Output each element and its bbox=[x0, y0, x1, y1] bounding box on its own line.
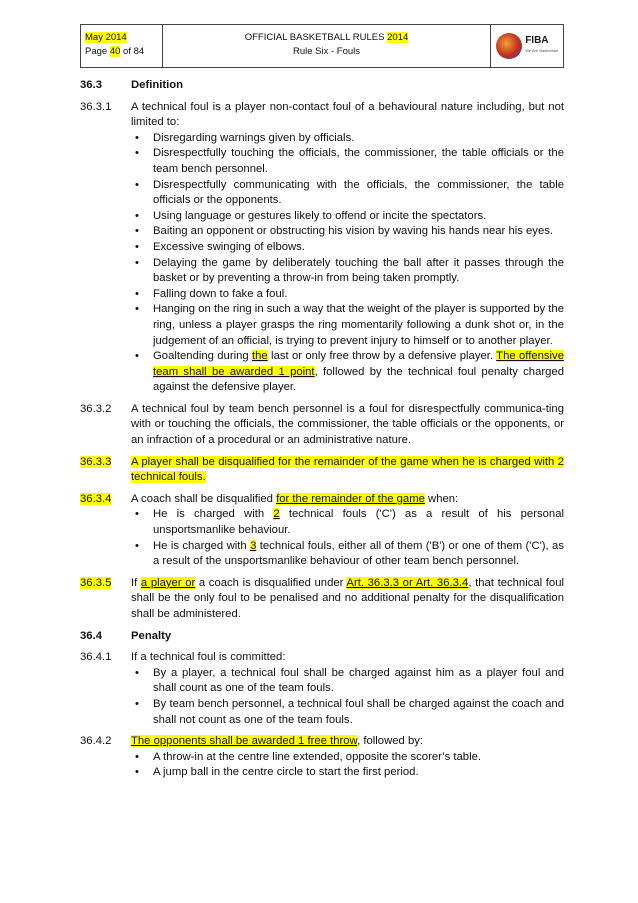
article-36-3-2: 36.3.2 A technical foul by team bench personnel is a foul for disrespectfully communica-ting with or touching the officials, the commissioner, the table officials or the opponents, or an infraction of a procedural or an administrative nature. bbox=[80, 402, 564, 447]
header-logo-cell bbox=[491, 25, 563, 67]
article-36-3-4: 36.3.4 A coach shall be disqualified for the remainder of the game when: • He is charged with 2 technical fouls ('C') as a result of his personal unsportsmanlike behaviour. • He is charged with 3 technical fouls, either all of them ('B') or one of them ('C'), as a result of the unsportsmanlike behaviour of other team bench personnel. bbox=[80, 492, 564, 570]
list-item: • A throw-in at the centre line extended, opposite the scorer’s table. bbox=[131, 750, 564, 766]
list-item: • Disrespectfully communicating with the officials, the commissioner, the table officials or the opponents. bbox=[131, 178, 564, 209]
header-title-cell bbox=[163, 25, 491, 67]
list-item: • Using language or gestures likely to offend or incite the spectators. bbox=[131, 209, 564, 225]
article-36-4-1: 36.4.1 If a technical foul is committed: • By a player, a technical foul shall be charged against him as a player foul and shall count as one of the team fouls. • By team bench personnel, a technical foul shall be charged against the coach and shall not count as one of the team fouls. bbox=[80, 650, 564, 728]
fiba-logo: FIBA We Are Basketball bbox=[496, 33, 558, 59]
basketball-icon bbox=[496, 33, 522, 59]
list-item: • By team bench personnel, a technical foul shall be charged against the coach and shall not count as one of the team fouls. bbox=[131, 697, 564, 728]
list-item: • Falling down to fake a foul. bbox=[131, 287, 564, 303]
section-heading: 36.3 Definition bbox=[80, 79, 184, 91]
list-item: • He is charged with 3 technical fouls, either all of them ('B') or one of them ('C'), as a result of the unsportsmanlike behaviour of other team bench personnel. bbox=[131, 539, 564, 570]
list-item: • Disrespectfully touching the officials, the commissioner, the table officials or the team bench personnel. bbox=[131, 146, 564, 177]
bullet-list bbox=[131, 131, 564, 396]
header-date: May 2014 bbox=[85, 32, 127, 43]
article-36-3-5: 36.3.5 If a player or a coach is disqualified under Art. 36.3.3 or Art. 36.3.4, that technical foul shall be the only foul to be penalised and no additional penalty for the disqualification shall be administered. bbox=[80, 576, 564, 620]
list-item: • Goaltending during the last or only free throw by a defensive player. The offensive team shall be awarded 1 point, followed by the technical foul penalty charged against the defensive player. bbox=[131, 349, 564, 396]
list-item: • Baiting an opponent or obstructing his vision by waving his hands near his eyes. bbox=[131, 224, 564, 240]
bullet-list bbox=[131, 750, 564, 781]
list-item: • By a player, a technical foul shall be charged against him as a player foul and shall count as one of the team fouls. bbox=[131, 666, 564, 697]
header-page: Page 40 of 84 bbox=[85, 46, 145, 57]
article-36-4-2: 36.4.2 The opponents shall be awarded 1 free throw, followed by: • A throw-in at the centre line extended, opposite the scorer’s table. • A jump ball in the centre circle to start the first period. bbox=[80, 734, 564, 781]
list-item: • Excessive swinging of elbows. bbox=[131, 240, 564, 256]
list-item: • He is charged with 2 technical fouls ('C') as a result of his personal unsportsmanlike behaviour. bbox=[131, 507, 564, 538]
article-36-3-1: 36.3.1 A technical foul is a player non-contact foul of a behavioural nature including, but not limited to: • Disregarding warnings given by officials. • Disrespectfully touching the officials, the commissioner, the table officials or the team bench personnel. • Disrespectfully communicating with the officials, the commissioner, the table officials or the opponents. • Using language or gestures likely to offend or incite the spectators. • Baiting an opponent or obstructing his vision by waving his hands near his eyes. • Excessive swinging of elbows. • Delaying the game by deliberately touching the ball after it passes through the basket or by preventing a throw-in from being taken promptly. • Falling down to fake a foul. • Hanging on the ring in such a way that the weight of the player is supported by the ring, unless a player grasps the ring momentarily following a dunk shot or, in the judgement of an official, is trying to prevent injury to himself or to another player. • Goaltending during the last or only free throw by a defensive player. The offensive team shall be awarded 1 point, followed by the technical foul penalty charged against the defensive player. bbox=[80, 100, 564, 396]
bullet-list bbox=[131, 666, 564, 728]
header-subtitle: Rule Six - Fouls bbox=[292, 46, 361, 57]
header-left-cell bbox=[81, 25, 163, 67]
page-header bbox=[80, 24, 564, 68]
list-item: • Hanging on the ring in such a way that the weight of the player is supported by the ring, unless a player grasps the ring momentarily following a dunk shot or, in the judgement of an official, is trying to prevent injury to himself or to another player. bbox=[131, 302, 564, 349]
list-item: • Delaying the game by deliberately touching the ball after it passes through the basket or by preventing a throw-in from being taken promptly. bbox=[131, 256, 564, 287]
document-body bbox=[80, 78, 564, 787]
list-item: • Disregarding warnings given by officials. bbox=[131, 131, 564, 147]
section-heading: 36.4 Penalty bbox=[80, 629, 172, 642]
list-item: • A jump ball in the centre circle to start the first period. bbox=[131, 765, 564, 781]
header-title: OFFICIAL BASKETBALL RULES 2014 bbox=[244, 32, 409, 43]
bullet-list bbox=[131, 507, 564, 569]
article-36-3-3: 36.3.3 A player shall be disqualified for the remainder of the game when he is charged with 2 technical fouls. bbox=[80, 455, 564, 484]
